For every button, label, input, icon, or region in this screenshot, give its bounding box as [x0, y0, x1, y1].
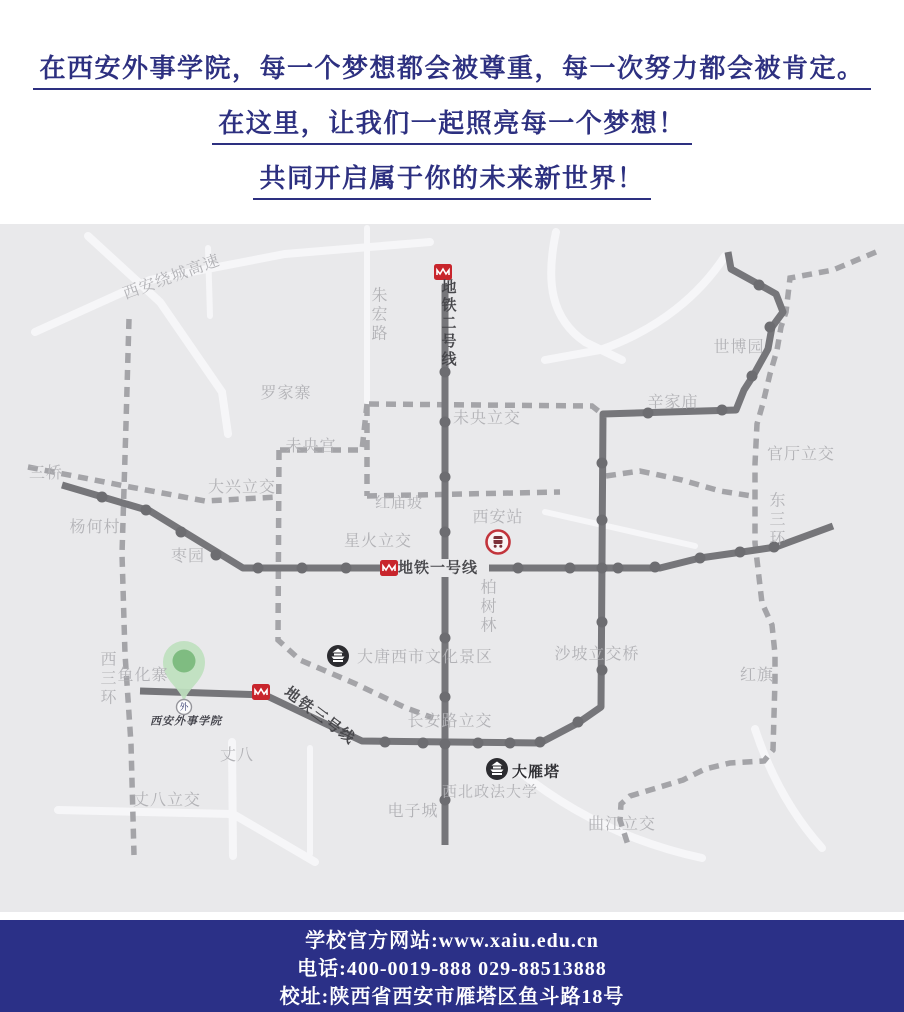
map-label-weiyanglijiao: 未央立交	[452, 410, 522, 427]
slogan-line-2: 在这里，让我们一起照亮每一个梦想！	[212, 103, 692, 145]
pagoda-icon-datang	[327, 645, 349, 667]
university-name-label: 西安外事学院	[150, 715, 222, 728]
metro-logo-icon-line3	[252, 684, 270, 700]
railway-station-icon	[487, 531, 510, 554]
map-label-hongmiaopo: 红庙坡	[374, 494, 424, 512]
map-label-xisanhuan: 西三环	[98, 650, 115, 708]
map-label-xianzhan: 西安站	[472, 509, 524, 526]
map-label-qujiang: 曲江立交	[587, 816, 657, 833]
map-label-shiboyuan: 世博园	[713, 339, 765, 356]
footer-phone: 电话:400-0019-888 029-88513888	[297, 958, 607, 980]
metro-line-3-label: 地铁三号线	[280, 683, 360, 749]
map-label-dayanta: 大雁塔	[511, 763, 561, 781]
map-label-guanting: 官厅立交	[766, 446, 836, 463]
map-label-zhangbalijiao: 丈八立交	[132, 792, 202, 809]
divider-gap	[0, 912, 904, 920]
map-label-yuhuazhai: 鱼化寨	[117, 667, 169, 684]
map-label-dongsanhuan: 东三环	[767, 491, 784, 549]
map-label-datang: 大唐西市文化景区	[356, 649, 494, 666]
map-label-daxinglijiao: 大兴立交	[207, 479, 277, 496]
map-label-xibeizhengfa: 西北政法大学	[441, 783, 539, 801]
map-label-zhangba: 丈八	[219, 747, 255, 764]
header	[0, 0, 904, 224]
slogan-line-3: 共同开启属于你的未来新世界！	[253, 158, 650, 200]
footer	[0, 920, 904, 1012]
metro-line-2-label: 地铁二号线	[439, 279, 457, 369]
map-label-zhuhonglu: 朱宏路	[369, 286, 386, 344]
metro-line-1-label: 地铁一号线	[397, 559, 479, 577]
map-label-hongqi: 红旗	[739, 667, 775, 684]
west-third-ring-road	[122, 319, 134, 855]
map-label-xinjiamiao: 辛家庙	[647, 394, 699, 411]
map-label-raocheng-hwy: 西安绕城高速	[120, 252, 223, 303]
map-label-shapo: 沙坡立交桥	[554, 646, 640, 663]
pagoda-icon-dayanta	[486, 758, 508, 780]
map-label-weiyanggong: 未央宫	[285, 438, 337, 455]
map-label-sanqiao: 三桥	[28, 465, 64, 482]
slogan-line-1: 在西安外事学院，每一个梦想都会被尊重，每一次努力都会被肯定。	[33, 48, 870, 90]
map-label-luojiazhai: 罗家寨	[260, 385, 312, 402]
map-label-changanlu: 长安路立交	[407, 713, 493, 730]
xian-transit-map	[0, 224, 904, 912]
footer-website: 学校官方网站:www.xaiu.edu.cn	[305, 930, 599, 952]
background-roads	[35, 228, 822, 862]
svg-text:外: 外	[179, 702, 189, 712]
footer-address: 校址:陕西省西安市雁塔区鱼斗路18号	[279, 986, 625, 1008]
map-label-baishulin: 柏树林	[478, 578, 495, 636]
map-label-xinghuo: 星火立交	[343, 533, 413, 550]
metro-logo-icon-line1	[380, 560, 398, 576]
map-label-dianzicheng: 电子城	[387, 803, 439, 820]
metro-logo-icon-line2	[434, 264, 452, 280]
map-label-yanghecun: 杨何村	[69, 519, 121, 536]
map-label-zaoyuan: 枣园	[170, 548, 206, 565]
university-logo-icon	[177, 700, 192, 715]
